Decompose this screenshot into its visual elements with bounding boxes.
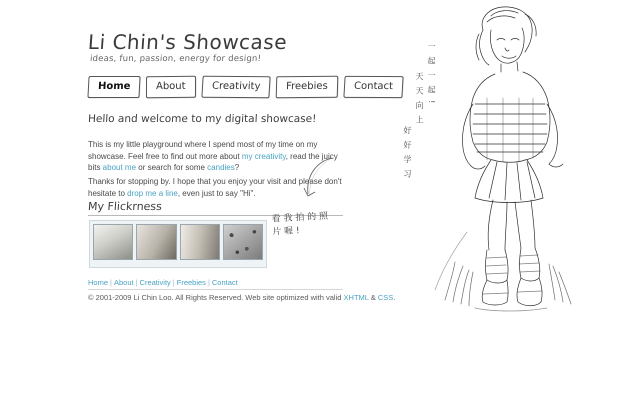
nav-item-home[interactable]: Home xyxy=(87,76,141,98)
intro-text-1: This is my little playground where I spend most of my time on my showcase. Feel free to find out more about xyxy=(88,140,318,161)
flickr-thumb-3[interactable] xyxy=(180,224,220,260)
handwritten-note-chinese: 看 我 拍 的 照 片 喔 ! xyxy=(271,211,329,238)
girl-sketch-icon xyxy=(375,0,620,340)
intro-text-3: or search for some xyxy=(136,163,208,172)
footer-link-freebies[interactable]: Freebies xyxy=(176,278,206,287)
link-candies[interactable]: candies xyxy=(207,163,235,172)
footer-link-about[interactable]: About xyxy=(113,278,134,287)
nav-item-about[interactable]: About xyxy=(146,76,196,99)
footer-sep: | xyxy=(135,278,138,287)
footer-divider xyxy=(88,289,343,290)
footer-sep: | xyxy=(207,278,210,287)
copyright-prefix: © 2001-2009 Li Chin Loo. All Rights Reserved. Web site optimized with valid xyxy=(88,293,344,302)
nav-item-creativity[interactable]: Creativity xyxy=(201,76,271,99)
footer-sep: | xyxy=(172,278,175,287)
flickr-thumb-2[interactable] xyxy=(136,224,176,260)
para2-text-1: Thanks for stopping by. I hope that you enjoy your visit and please don't hesitate to xyxy=(88,177,342,198)
link-about-me[interactable]: about me xyxy=(102,163,137,172)
footer-link-home[interactable]: Home xyxy=(88,278,109,287)
flickr-section-heading: My Flickrness xyxy=(87,200,163,213)
footer-nav xyxy=(88,278,238,287)
illustration-chinese-line-1: 一 起 一 起 ! xyxy=(427,42,436,106)
copyright-text xyxy=(88,293,395,302)
copyright-suffix: . xyxy=(393,293,396,302)
link-css-validator[interactable]: CSS xyxy=(377,293,394,302)
flickr-thumbnail-strip xyxy=(89,220,267,268)
main-nav xyxy=(88,76,403,98)
page-title: Li Chin's Showcase xyxy=(87,30,288,54)
footer-link-contact[interactable]: Contact xyxy=(211,278,238,287)
site-tagline: ideas, fun, passion, energy for design! xyxy=(89,54,262,64)
intro-text-4: ? xyxy=(234,163,240,172)
flickr-thumb-1[interactable] xyxy=(93,224,133,260)
link-xhtml-validator[interactable]: XHTML xyxy=(343,293,369,302)
copyright-amp: & xyxy=(368,293,378,302)
handwritten-arrow-icon xyxy=(268,150,338,210)
footer-sep: | xyxy=(110,278,112,287)
welcome-heading: Hello and welcome to my digital showcase! xyxy=(87,113,317,125)
illustration-chinese-line-3: 好 好 学 习 xyxy=(403,126,412,180)
intro-text-2: , read the juicy bits xyxy=(88,151,338,172)
nav-item-freebies[interactable]: Freebies xyxy=(276,76,338,98)
footer-link-creativity[interactable]: Creativity xyxy=(139,278,171,287)
illustration-girl xyxy=(375,0,620,340)
link-drop-me-a-line[interactable]: drop me a line xyxy=(127,188,178,198)
link-my-creativity[interactable]: my creativity xyxy=(241,151,286,161)
illustration-chinese-line-2: 天 天 向 上 xyxy=(415,72,424,126)
nav-item-contact[interactable]: Contact xyxy=(344,76,404,98)
flickr-thumb-4[interactable] xyxy=(223,224,263,260)
para2-text-2: , even just to say "Hi". xyxy=(177,188,256,198)
